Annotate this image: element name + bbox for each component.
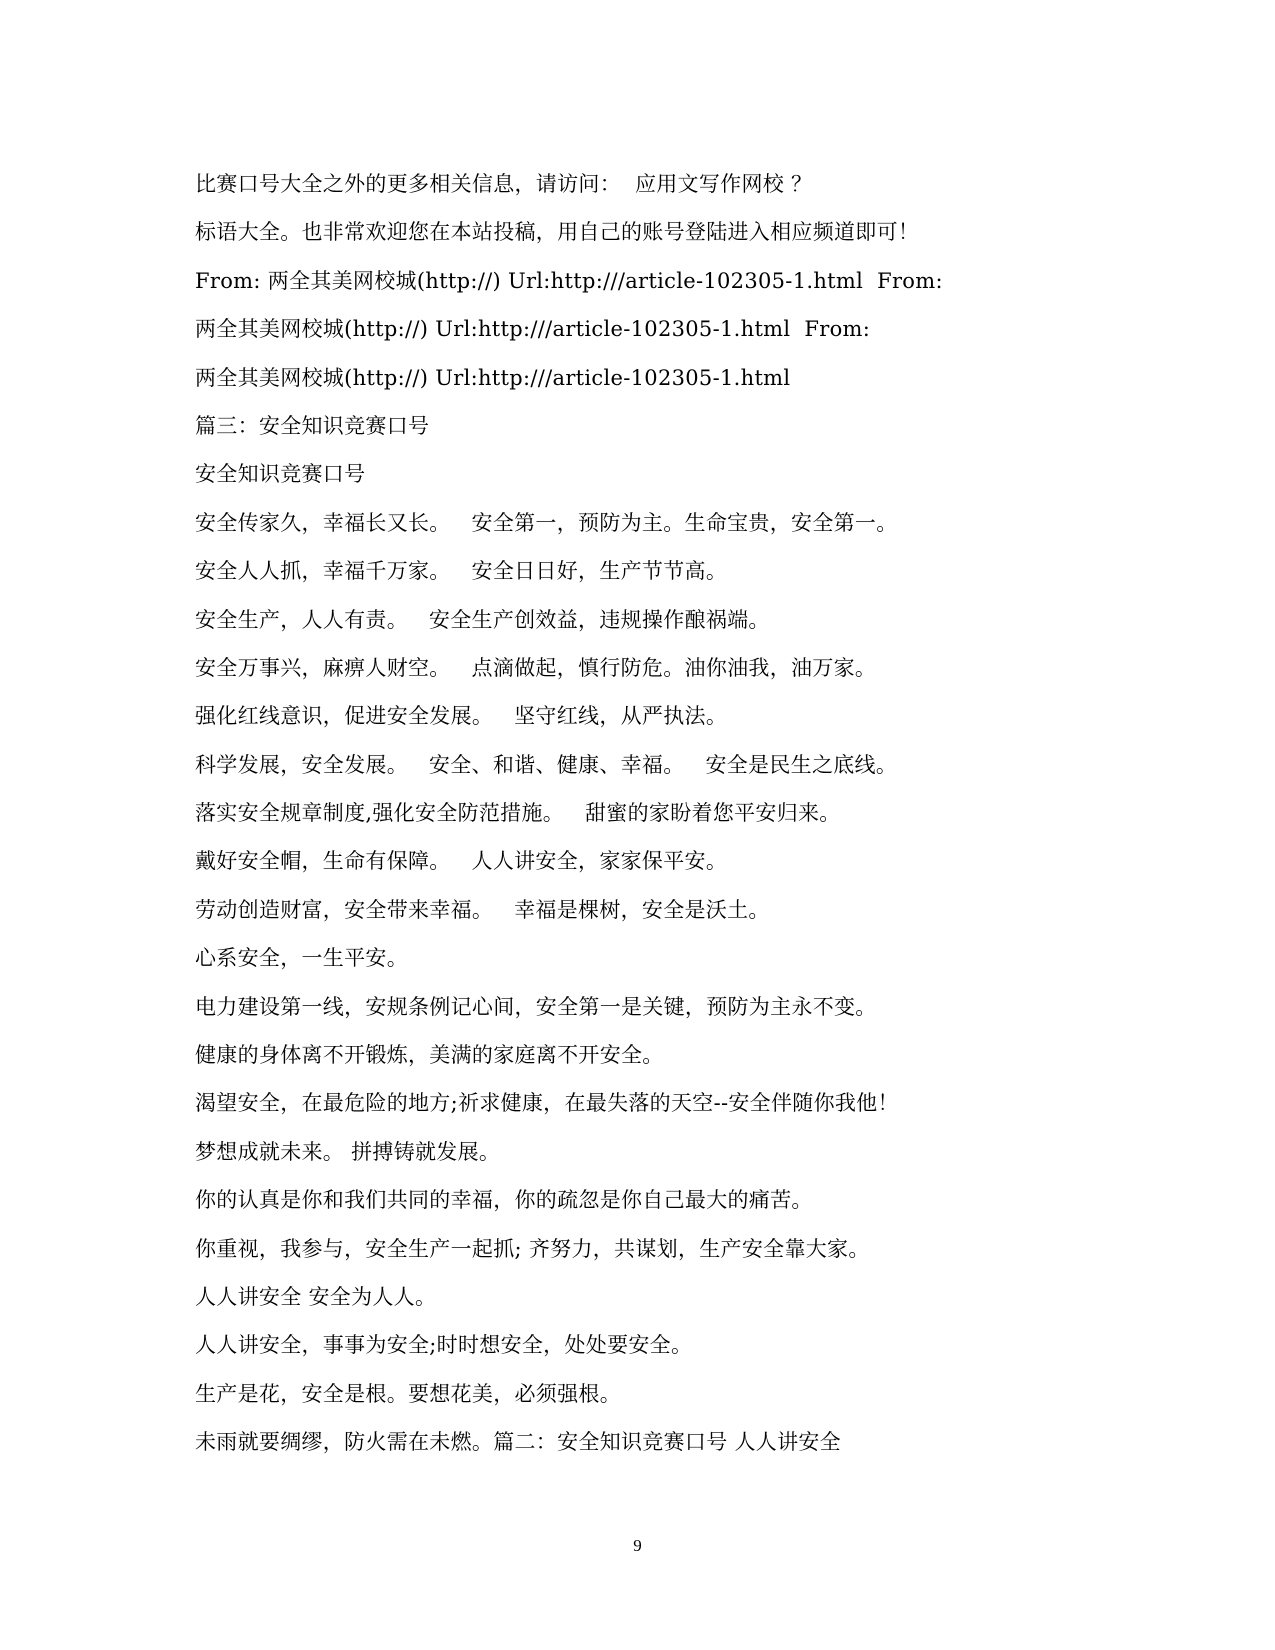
text-line: From: 两全其美网校城(http://) Url:http:///article-102305-1.html From: <box>195 268 943 293</box>
slogan-line: 你重视，我参与，安全生产一起抓; 齐努力，共谋划，生产安全靠大家。 <box>195 1236 870 1261</box>
slogan-line: 人人讲安全 安全为人人。 <box>195 1284 437 1309</box>
text-line: 标语大全。也非常欢迎您在本站投稿，用自己的账号登陆进入相应频道即可！ <box>195 220 920 245</box>
slogan-line: 你的认真是你和我们共同的幸福，你的疏忽是你自己最大的痛苦。 <box>195 1188 813 1213</box>
slogan-line: 渴望安全，在最危险的地方;祈求健康，在最失落的天空--安全伴随你我他！ <box>195 1091 899 1116</box>
slogan-line: 劳动创造财富，安全带来幸福。 幸福是棵树，安全是沃土。 <box>195 897 770 922</box>
slogan-line: 强化红线意识，促进安全发展。 坚守红线，从严执法。 <box>195 704 728 729</box>
slogan-line: 安全人人抓，幸福千万家。 安全日日好，生产节节高。 <box>195 559 728 584</box>
text-body <box>195 160 1095 1467</box>
slogan-line: 健康的身体离不开锻炼，美满的家庭离不开安全。 <box>195 1043 664 1068</box>
text-line: 两全其美网校城(http://) Url:http:///article-102305-1.html <box>195 365 791 390</box>
slogan-line: 未雨就要绸缪，防火需在未燃。篇二：安全知识竞赛口号 人人讲安全 <box>195 1430 841 1455</box>
slogan-line: 安全万事兴，麻痹人财空。 点滴做起，慎行防危。油你油我，油万家。 <box>195 655 877 680</box>
text-line: 两全其美网校城(http://) Url:http:///article-102305-1.html From: <box>195 317 871 342</box>
slogan-line: 心系安全，一生平安。 <box>195 946 408 971</box>
slogan-line: 戴好安全帽，生命有保障。 人人讲安全，家家保平安。 <box>195 849 728 874</box>
slogan-line: 落实安全规章制度,强化安全防范措施。 甜蜜的家盼着您平安归来。 <box>195 801 841 826</box>
slogan-line: 安全传家久，幸福长又长。 安全第一，预防为主。生命宝贵，安全第一。 <box>195 510 898 535</box>
page-number: 9 <box>633 1536 642 1555</box>
slogan-line: 安全生产，人人有责。 安全生产创效益，违规操作酿祸端。 <box>195 607 770 632</box>
slogan-line: 科学发展，安全发展。 安全、和谐、健康、幸福。 安全是民生之底线。 <box>195 752 898 777</box>
slogan-line: 电力建设第一线，安规条例记心间，安全第一是关键，预防为主永不变。 <box>195 994 877 1019</box>
section-title: 安全知识竞赛口号 <box>195 462 366 487</box>
slogan-line: 人人讲安全，事事为安全;时时想安全，处处要安全。 <box>195 1333 693 1358</box>
section-heading: 篇三：安全知识竞赛口号 <box>195 413 430 438</box>
slogan-line: 生产是花，安全是根。要想花美，必须强根。 <box>195 1381 621 1406</box>
slogan-line: 梦想成就未来。 拼搏铸就发展。 <box>195 1139 501 1164</box>
text-line: 比赛口号大全之外的更多相关信息，请访问： 应用文写作网校 ？ <box>195 172 813 196</box>
